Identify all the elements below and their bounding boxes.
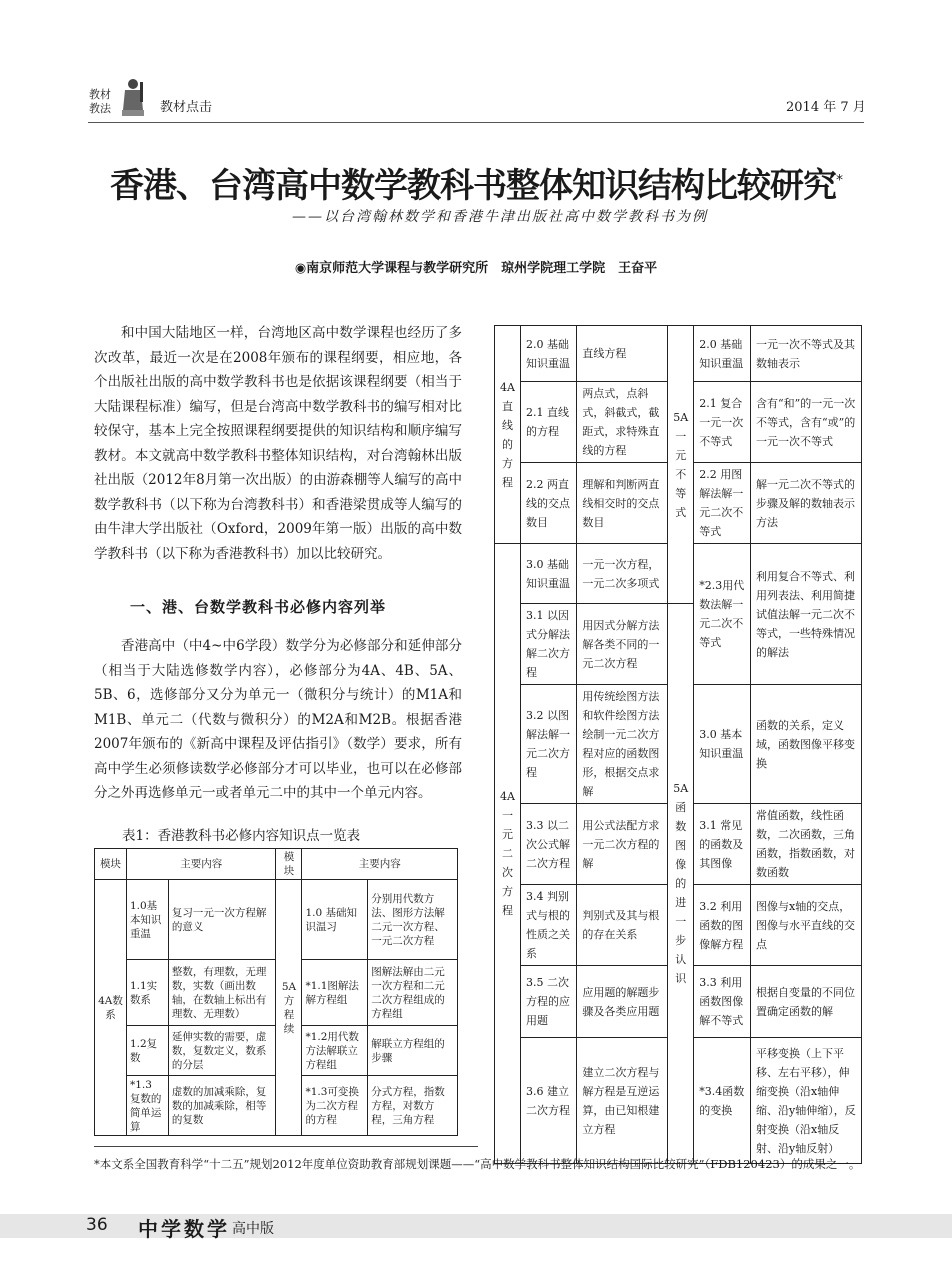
topic-cell: *1.3可变换为二次方程的方程 — [302, 1076, 368, 1136]
content-cell: 应用题的解题步骤及各类应用题 — [577, 966, 668, 1038]
topic-cell: 3.2 以图解法解一元二次方程 — [520, 685, 576, 804]
topic-cell: 2.2 两直线的交点数目 — [520, 463, 576, 544]
journal-logo: 中学数学 — [138, 1217, 230, 1241]
topic-cell: 1.1实数系 — [126, 960, 168, 1026]
content-cell: 平移变换（上下平移、左右平移），伸缩变换（沿x轴伸缩、沿y轴伸缩），反射变换（沿x轴反射、沿y轴反射） — [751, 1038, 862, 1164]
content-cell: 分式方程，指数方程，对数方程，三角方程 — [368, 1076, 458, 1136]
topic-cell: *2.3用代数法解一元二次不等式 — [694, 544, 751, 685]
topic-cell: 2.0 基础知识重温 — [694, 326, 751, 382]
content-cell: 延伸实数的需要，虚数，复数定义，数系的分层 — [168, 1026, 276, 1076]
content-cell: 图像与x轴的交点，图像与水平直线的交点 — [751, 885, 862, 966]
content-cell: 含有“和”的一元一次不等式，含有“或”的一元一次不等式 — [751, 382, 862, 463]
table-right — [494, 325, 862, 1164]
teacher-figure-icon — [116, 76, 150, 120]
content-cell: 判别式及其与根的存在关系 — [577, 885, 668, 966]
header-cell: 模块 — [95, 849, 127, 880]
article-title-text: 香港、台湾高中数学教科书整体知识结构比较研究 — [110, 166, 836, 206]
module-cell: 5A方程续 — [276, 880, 302, 1136]
topic-cell: *1.2用代数方法解联立方程组 — [302, 1026, 368, 1076]
topic-cell: 3.2 利用函数的图像解方程 — [694, 885, 751, 966]
intro-paragraph: 和中国大陆地区一样，台湾地区高中数学课程也经历了多次改革，最近一次是在2008年颁布的课程纲要，相应地，各个出版社出版的高中数学教科书也是依据该课程纲要（相当于大陆课程标准）编写，但是台湾高中数学教科书的编写相对比较保守，基本上完全按照课程纲要提供的知识结构和顺序编写教材。本文就高中数学教科书整体知识结构，对台湾翰林出版社出版（2012年8月第一次出版）的由游森棚等人编写的高中数学教科书（以下称为台湾教科书）和香港梁贯成等人编写的由牛津大学出版社（Oxford，2009年第一版）出版的高中数学教科书（以下称为香港教科书）加以比较研究。 — [94, 325, 462, 562]
topic-cell: *1.1图解法解方程组 — [302, 960, 368, 1026]
body-paragraph: 香港高中（中4~中6学段）数学分为必修部分和延伸部分（相当于大陆选修数学内容），必修部分为4A、4B、5A、5B、6，选修部分又分为单元一（微积分与统计）的M1A和M1B、单元二（代数与微积分）的M2A和M2B。根据香港2007年颁布的《新高中课程及评估指引》（数学）要求，所有高中学生必须修读数学必修部分才可以毕业，也可以在必修部分之外再选修单元一或者单元二中的其中一个单元内容。 — [94, 638, 462, 801]
content-cell: 利用复合不等式、利用列表法、利用简捷试值法解一元二次不等式，一些特殊情况的解法 — [751, 544, 862, 685]
content-cell: 一元一次方程，一元二次多项式 — [577, 544, 668, 604]
module-cell: 4A数系 — [95, 880, 127, 1136]
content-cell: 图解法解由二元一次方程和二元二次方程组成的方程组 — [368, 960, 458, 1026]
journal-edition: 高中版 — [232, 1221, 274, 1237]
issue-date: 2014 年 7 月 — [786, 100, 866, 115]
footnote: *本文系全国教育科学“十二五”规划2012年度单位资助教育部规划课题——“高中数学教科书整体知识结构国际比较研究”（FDB120423）的成果之一。 — [94, 1157, 861, 1171]
column-tag: 教材教法 — [89, 88, 111, 115]
table-row — [495, 326, 862, 382]
topic-cell: *1.3 复数的简单运算 — [126, 1076, 168, 1136]
content-cell: 虚数的加减乘除，复数的加减乘除，相等的复数 — [168, 1076, 276, 1136]
section-heading: 一、港、台数学教科书必修内容列举 — [130, 598, 387, 616]
content-cell: 整数，有理数，无理数，实数（画出数轴，在数轴上标出有理数、无理数） — [168, 960, 276, 1026]
topic-cell: 3.6 建立二次方程 — [520, 1038, 576, 1164]
topic-cell: 3.1 以因式分解法解二次方程 — [520, 604, 576, 685]
topic-cell: 2.0 基础知识重温 — [520, 326, 576, 382]
footnote-rule — [94, 1146, 478, 1147]
section-label: 教材点击 — [160, 100, 213, 115]
topic-cell: 2.1 直线的方程 — [520, 382, 576, 463]
content-cell: 用因式分解方法解各类不同的一元二次方程 — [577, 604, 668, 685]
content-cell: 根据自变量的不同位置确定函数的解 — [751, 966, 862, 1038]
table-row — [95, 880, 458, 960]
table-header-row — [95, 849, 458, 880]
topic-cell: 1.0基本知识重温 — [126, 880, 168, 960]
author-line: ◉南京师范大学课程与教学研究所 琼州学院理工学院 王奋平 — [294, 261, 658, 276]
topic-cell: *3.4函数的变换 — [694, 1038, 751, 1164]
content-cell: 函数的关系，定义域，函数图像平移变换 — [751, 685, 862, 804]
table-left — [94, 848, 458, 1136]
topic-cell: 3.5 二次方程的应用题 — [520, 966, 576, 1038]
article-subtitle: ——以台湾翰林数学和香港牛津出版社高中数学教科书为例 — [292, 209, 708, 225]
content-cell: 分别用代数方法、图形方法解二元一次方程、一元二次方程 — [368, 880, 458, 960]
header-cell: 主要内容 — [126, 849, 276, 880]
content-cell: 用传统绘图方法和软件绘图方法绘制一元二次方程对应的函数图形，根据交点求解 — [577, 685, 668, 804]
module-cell: 4A直线的方程 — [495, 326, 521, 544]
article-title — [60, 158, 892, 207]
title-footnote-mark: * — [836, 172, 842, 189]
topic-cell: 1.0 基础知识温习 — [302, 880, 368, 960]
topic-cell: 2.1 复合一元一次不等式 — [694, 382, 751, 463]
topic-cell: 3.3 以二次公式解二次方程 — [520, 804, 576, 885]
module-cell: 5A一元不等式 — [668, 326, 694, 604]
content-cell: 解一元二次不等式的步骤及解的数轴表示方法 — [751, 463, 862, 544]
content-cell: 一元一次不等式及其数轴表示 — [751, 326, 862, 382]
header-rule — [88, 122, 864, 123]
topic-cell: 3.1 常见的函数及其图像 — [694, 804, 751, 885]
module-cell: 5A函数图像的进一步认识 — [668, 604, 694, 1164]
content-cell: 理解和判断两直线相交时的交点数目 — [577, 463, 668, 544]
content-cell: 两点式，点斜式，斜截式，截距式，求特殊直线的方程 — [577, 382, 668, 463]
content-cell: 常值函数，线性函数，二次函数，三角函数，指数函数，对数函数 — [751, 804, 862, 885]
header-cell: 主要内容 — [302, 849, 458, 880]
table-caption: 表1：香港教科书必修内容知识点一览表 — [122, 828, 361, 844]
content-cell: 解联立方程组的步骤 — [368, 1026, 458, 1076]
topic-cell: 3.0 基础知识重温 — [520, 544, 576, 604]
topic-cell: 3.3 利用函数图像解不等式 — [694, 966, 751, 1038]
content-cell: 复习一元一次方程解的意义 — [168, 880, 276, 960]
content-cell: 建立二次方程与解方程是互逆运算，由已知根建立方程 — [577, 1038, 668, 1164]
module-cell: 4A一元二次方程 — [495, 544, 521, 1164]
topic-cell: 3.4 判别式与根的性质之关系 — [520, 885, 576, 966]
topic-cell: 1.2复数 — [126, 1026, 168, 1076]
content-cell: 用公式法配方求一元二次方程的解 — [577, 804, 668, 885]
header-cell: 模块 — [276, 849, 302, 880]
page-number: 36 — [86, 1215, 108, 1235]
topic-cell: 3.0 基本知识重温 — [694, 685, 751, 804]
content-cell: 直线方程 — [577, 326, 668, 382]
topic-cell: 2.2 用图解法解一元二次不等式 — [694, 463, 751, 544]
